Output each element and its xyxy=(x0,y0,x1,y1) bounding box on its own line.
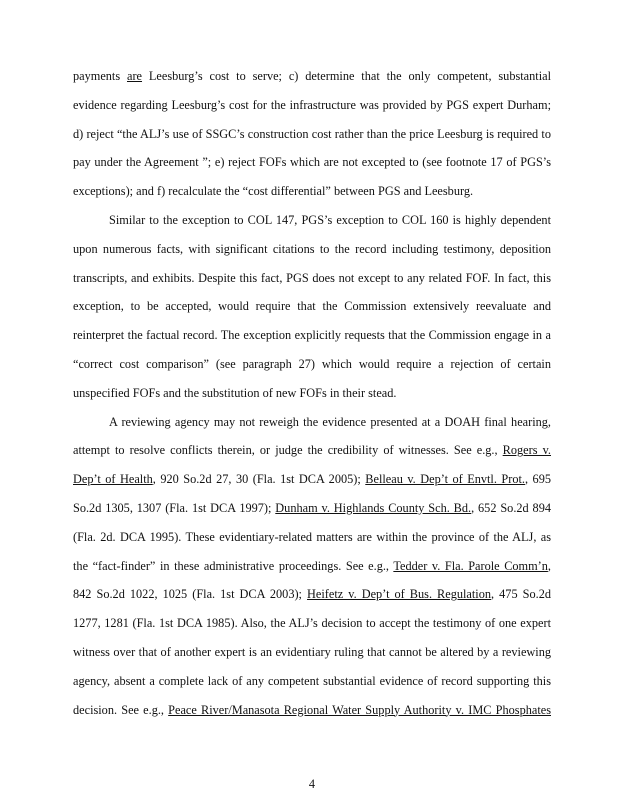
text-segment: exceptions); and f) recalculate the “cost differential” between PGS and Leesburg. xyxy=(73,184,474,199)
text-segment: , 695 xyxy=(524,472,551,487)
text-line xyxy=(73,264,551,293)
text-segment: , 475 So.2d xyxy=(491,587,551,602)
case-citation: Belleau v. Dep’t of Envtl. Prot. xyxy=(365,472,525,487)
body-text xyxy=(73,62,551,724)
text-segment: , 920 So.2d 27, 30 (Fla. 1st DCA 2005); xyxy=(152,472,366,487)
case-citation: Tedder v. Fla. Parole Comm’n xyxy=(393,558,548,573)
text-segment: transcripts, and exhibits. Despite this fact, PGS does not except to any related FOF. In fact, this xyxy=(73,270,551,285)
text-segment: attempt to resolve conflicts therein, or judge the credibility of witnesses. See e.g., xyxy=(73,443,503,458)
text-segment: So.2d 1305, 1307 (Fla. 1st DCA 1997); xyxy=(73,500,276,515)
text-segment: agency, absent a complete lack of any competent substantial evidence of record supporting this xyxy=(73,673,551,688)
text-segment: evidence regarding Leesburg’s cost for the infrastructure was provided by PGS expert Durham; xyxy=(73,97,551,112)
text-segment: the “fact-finder” in these administrative proceedings. See e.g., xyxy=(73,558,394,573)
text-segment: unspecified FOFs and the substitution of new FOFs in their stead. xyxy=(73,385,397,400)
text-segment: , xyxy=(547,558,551,573)
text-line xyxy=(73,638,551,667)
text-segment: (Fla. 2d. DCA 1995). These evidentiary-related matters are within the province of the ALJ, as xyxy=(73,529,551,544)
text-segment: , 652 So.2d 894 xyxy=(471,500,552,515)
text-segment: A reviewing agency may not reweigh the evidence presented at a DOAH final hearing, xyxy=(109,414,551,429)
text-line xyxy=(73,609,551,638)
text-line xyxy=(73,494,551,523)
text-line xyxy=(73,350,551,379)
text-segment: “correct cost comparison” (see paragraph 27) which would require a rejection of certain xyxy=(73,356,551,371)
text-line xyxy=(73,120,551,149)
text-line xyxy=(73,408,551,437)
text-line xyxy=(73,523,551,552)
case-citation: Peace River/Manasota Regional Water Supply Authority v. IMC Phosphates xyxy=(168,702,551,717)
text-line xyxy=(73,436,551,465)
text-line xyxy=(73,91,551,120)
text-segment: witness over that of another expert is an evidentiary ruling that cannot be altered by a reviewing xyxy=(73,644,551,659)
text-segment: pay under the Agreement ”; e) reject FOFs which are not excepted to (see footnote 17 of PGS’s xyxy=(73,155,551,170)
case-citation: Dunham v. Highlands County Sch. Bd. xyxy=(275,500,472,515)
text-line xyxy=(73,580,551,609)
text-segment: 1277, 1281 (Fla. 1st DCA 1985). Also, the ALJ’s decision to accept the testimony of one expert xyxy=(73,616,551,631)
text-line xyxy=(73,292,551,321)
text-segment: 842 So.2d 1022, 1025 (Fla. 1st DCA 2003); xyxy=(73,587,308,602)
case-citation: are xyxy=(127,69,143,83)
text-line xyxy=(73,206,551,235)
text-line xyxy=(73,696,551,725)
text-segment: exception, to be accepted, would require that the Commission extensively reevaluate and xyxy=(73,299,551,314)
text-segment: upon numerous facts, with significant citations to the record including testimony, deposition xyxy=(73,241,551,256)
case-citation: Dep’t of Health xyxy=(73,472,153,487)
text-line xyxy=(73,235,551,264)
page-number: 4 xyxy=(308,777,316,791)
text-line xyxy=(73,552,551,581)
text-line xyxy=(73,321,551,350)
text-segment: reinterpret the factual record. The exception explicitly requests that the Commission engage in a xyxy=(73,328,551,343)
text-segment: d) reject “the ALJ’s use of SSGC’s construction cost rather than the price Leesburg is required to xyxy=(73,126,551,141)
case-citation: Heifetz v. Dep’t of Bus. Regulation xyxy=(307,587,492,602)
text-line xyxy=(73,62,551,91)
text-segment: decision. See e.g., xyxy=(73,702,169,717)
text-segment: Similar to the exception to COL 147, PGS’s exception to COL 160 is highly dependent xyxy=(109,212,551,227)
text-line xyxy=(73,667,551,696)
text-line xyxy=(73,177,551,206)
text-line xyxy=(73,148,551,177)
text-line xyxy=(73,379,551,408)
text-segment: Leesburg’s cost to serve; c) determine that the only competent, substantial xyxy=(142,69,551,83)
case-citation: Rogers v. xyxy=(502,443,551,458)
text-segment: payments xyxy=(73,69,127,83)
text-line xyxy=(73,465,551,494)
